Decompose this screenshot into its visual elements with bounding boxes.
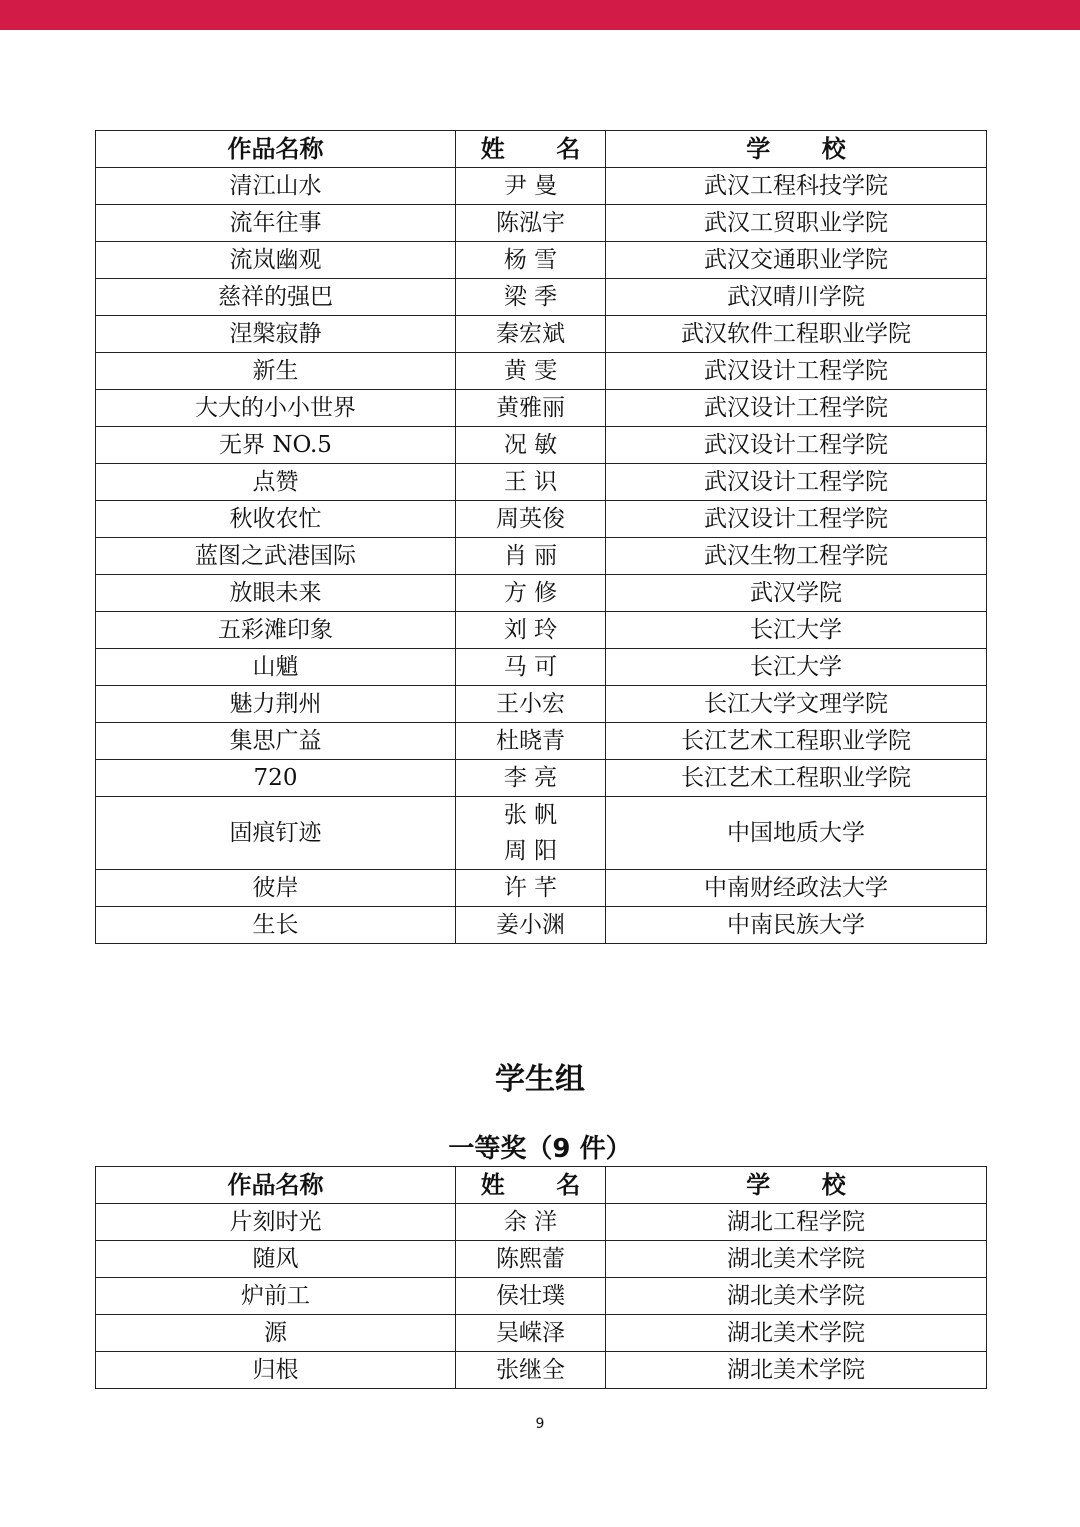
school-cell: 武汉生物工程学院 xyxy=(606,538,987,575)
author-name: 周英俊 xyxy=(496,506,565,532)
author-name-cell xyxy=(456,538,606,575)
page-number: 9 xyxy=(535,1416,545,1432)
author-name: 陈熙蕾 xyxy=(496,1246,565,1272)
table-row xyxy=(96,760,987,797)
work-title-cell: 山魈 xyxy=(96,649,456,686)
author-name-cell xyxy=(456,1241,606,1278)
author-name-cell xyxy=(456,464,606,501)
author-name-cell xyxy=(456,1278,606,1315)
author-name-cell xyxy=(456,390,606,427)
school-cell: 武汉设计工程学院 xyxy=(606,353,987,390)
school-cell: 武汉晴川学院 xyxy=(606,279,987,316)
school-cell: 长江大学文理学院 xyxy=(606,686,987,723)
work-title-cell: 新生 xyxy=(96,353,456,390)
author-name: 王 识 xyxy=(503,469,558,495)
author-name-cell xyxy=(456,612,606,649)
author-name: 方 修 xyxy=(503,580,558,606)
table-row xyxy=(96,612,987,649)
author-name: 肖 丽 xyxy=(503,543,558,569)
work-title-cell: 无界 NO.5 xyxy=(96,427,456,464)
table-row xyxy=(96,427,987,464)
school-cell: 武汉设计工程学院 xyxy=(606,464,987,501)
table-row xyxy=(96,242,987,279)
table-row xyxy=(96,1315,987,1352)
school-cell: 武汉软件工程职业学院 xyxy=(606,316,987,353)
author-name: 吴嵘泽 xyxy=(496,1320,565,1346)
table-row xyxy=(96,1352,987,1389)
author-name-cell xyxy=(456,168,606,205)
author-name-cell xyxy=(456,907,606,944)
header-work: 作品名称 xyxy=(96,131,456,168)
author-name-cell xyxy=(456,242,606,279)
top-color-bar xyxy=(0,0,1080,30)
table-row xyxy=(96,907,987,944)
awards-table-2 xyxy=(95,1166,987,1389)
author-name-cell xyxy=(456,870,606,907)
table-row xyxy=(96,649,987,686)
table-header-row xyxy=(96,1167,987,1204)
author-name-cell xyxy=(456,575,606,612)
table-row xyxy=(96,797,987,870)
author-name-cell xyxy=(456,797,606,870)
work-title-cell: 放眼未来 xyxy=(96,575,456,612)
author-name-cell xyxy=(456,723,606,760)
author-name-cell xyxy=(456,686,606,723)
work-title-cell: 大大的小小世界 xyxy=(96,390,456,427)
award-level-title: 一等奖（9 件） xyxy=(448,1134,632,1164)
table-row xyxy=(96,1204,987,1241)
author-name: 况 敏 xyxy=(503,432,558,458)
school-cell: 湖北美术学院 xyxy=(606,1315,987,1352)
author-name-cell xyxy=(456,1204,606,1241)
author-name: 许 芊 xyxy=(503,875,558,901)
work-title-cell: 秋收农忙 xyxy=(96,501,456,538)
author-name-cell xyxy=(456,205,606,242)
table-row xyxy=(96,686,987,723)
school-cell: 湖北美术学院 xyxy=(606,1241,987,1278)
school-cell: 湖北美术学院 xyxy=(606,1278,987,1315)
section-title: 学生组 xyxy=(495,1062,585,1097)
table-row xyxy=(96,464,987,501)
author-name: 李 亮 xyxy=(503,765,558,791)
school-cell: 长江艺术工程职业学院 xyxy=(606,760,987,797)
work-title-cell: 点赞 xyxy=(96,464,456,501)
work-title-cell: 720 xyxy=(96,760,456,797)
header-school: 学 校 xyxy=(606,131,987,168)
author-name: 余 洋 xyxy=(503,1209,558,1235)
work-title-cell: 归根 xyxy=(96,1352,456,1389)
table-row xyxy=(96,1241,987,1278)
author-name: 马 可 xyxy=(503,654,558,680)
author-name-cell xyxy=(456,501,606,538)
header-name: 姓 名 xyxy=(456,1167,606,1204)
author-name: 陈泓宇 xyxy=(496,210,565,236)
author-name: 黄 雯 xyxy=(503,358,558,384)
work-title-cell: 流岚幽观 xyxy=(96,242,456,279)
work-title-cell: 源 xyxy=(96,1315,456,1352)
school-cell: 武汉设计工程学院 xyxy=(606,427,987,464)
author-name-cell xyxy=(456,279,606,316)
school-cell: 武汉设计工程学院 xyxy=(606,390,987,427)
school-cell: 长江大学 xyxy=(606,649,987,686)
work-title-cell: 集思广益 xyxy=(96,723,456,760)
author-name-cell xyxy=(456,649,606,686)
author-name-cell xyxy=(456,316,606,353)
table-header-row xyxy=(96,131,987,168)
school-cell: 长江艺术工程职业学院 xyxy=(606,723,987,760)
author-name: 杨 雪 xyxy=(503,247,558,273)
table-row xyxy=(96,279,987,316)
author-name: 侯壮璞 xyxy=(496,1283,565,1309)
school-cell: 武汉交通职业学院 xyxy=(606,242,987,279)
table-row xyxy=(96,723,987,760)
work-title-cell: 生长 xyxy=(96,907,456,944)
awards-table-1 xyxy=(95,130,987,944)
author-name-cell xyxy=(456,427,606,464)
work-title-cell: 炉前工 xyxy=(96,1278,456,1315)
work-title-cell: 固痕钉迹 xyxy=(96,797,456,870)
table-row xyxy=(96,501,987,538)
school-cell: 中南民族大学 xyxy=(606,907,987,944)
author-name: 黄雅丽 xyxy=(496,395,565,421)
table-row xyxy=(96,870,987,907)
author-name: 梁 季 xyxy=(503,284,558,310)
table-row xyxy=(96,1278,987,1315)
work-title-cell: 涅槃寂静 xyxy=(96,316,456,353)
author-name-cell xyxy=(456,353,606,390)
school-cell: 中国地质大学 xyxy=(606,797,987,870)
table-row xyxy=(96,205,987,242)
header-name: 姓 名 xyxy=(456,131,606,168)
work-title-cell: 流年往事 xyxy=(96,205,456,242)
school-cell: 湖北工程学院 xyxy=(606,1204,987,1241)
school-cell: 武汉学院 xyxy=(606,575,987,612)
work-title-cell: 彼岸 xyxy=(96,870,456,907)
school-cell: 武汉工贸职业学院 xyxy=(606,205,987,242)
table-row xyxy=(96,316,987,353)
work-title-cell: 随风 xyxy=(96,1241,456,1278)
table-row xyxy=(96,353,987,390)
header-school: 学 校 xyxy=(606,1167,987,1204)
header-work: 作品名称 xyxy=(96,1167,456,1204)
author-name-cell xyxy=(456,760,606,797)
school-cell: 中南财经政法大学 xyxy=(606,870,987,907)
author-name: 张继全 xyxy=(496,1357,565,1383)
table-row xyxy=(96,390,987,427)
author-name: 周 阳 xyxy=(503,838,558,864)
author-name-cell xyxy=(456,1315,606,1352)
author-name: 刘 玲 xyxy=(503,617,558,643)
author-name: 姜小渊 xyxy=(496,912,565,938)
work-title-cell: 魅力荆州 xyxy=(96,686,456,723)
author-name: 王小宏 xyxy=(496,691,565,717)
work-title-cell: 五彩滩印象 xyxy=(96,612,456,649)
author-name: 尹 曼 xyxy=(503,173,558,199)
author-name: 秦宏斌 xyxy=(496,321,565,347)
school-cell: 湖北美术学院 xyxy=(606,1352,987,1389)
table-row xyxy=(96,168,987,205)
school-cell: 武汉设计工程学院 xyxy=(606,501,987,538)
work-title-cell: 片刻时光 xyxy=(96,1204,456,1241)
table-row xyxy=(96,538,987,575)
school-cell: 长江大学 xyxy=(606,612,987,649)
author-name: 张 帆 xyxy=(503,802,558,828)
author-name: 杜晓青 xyxy=(496,728,565,754)
work-title-cell: 清江山水 xyxy=(96,168,456,205)
school-cell: 武汉工程科技学院 xyxy=(606,168,987,205)
work-title-cell: 慈祥的强巴 xyxy=(96,279,456,316)
author-name-cell xyxy=(456,1352,606,1389)
table-row xyxy=(96,575,987,612)
work-title-cell: 蓝图之武港国际 xyxy=(96,538,456,575)
